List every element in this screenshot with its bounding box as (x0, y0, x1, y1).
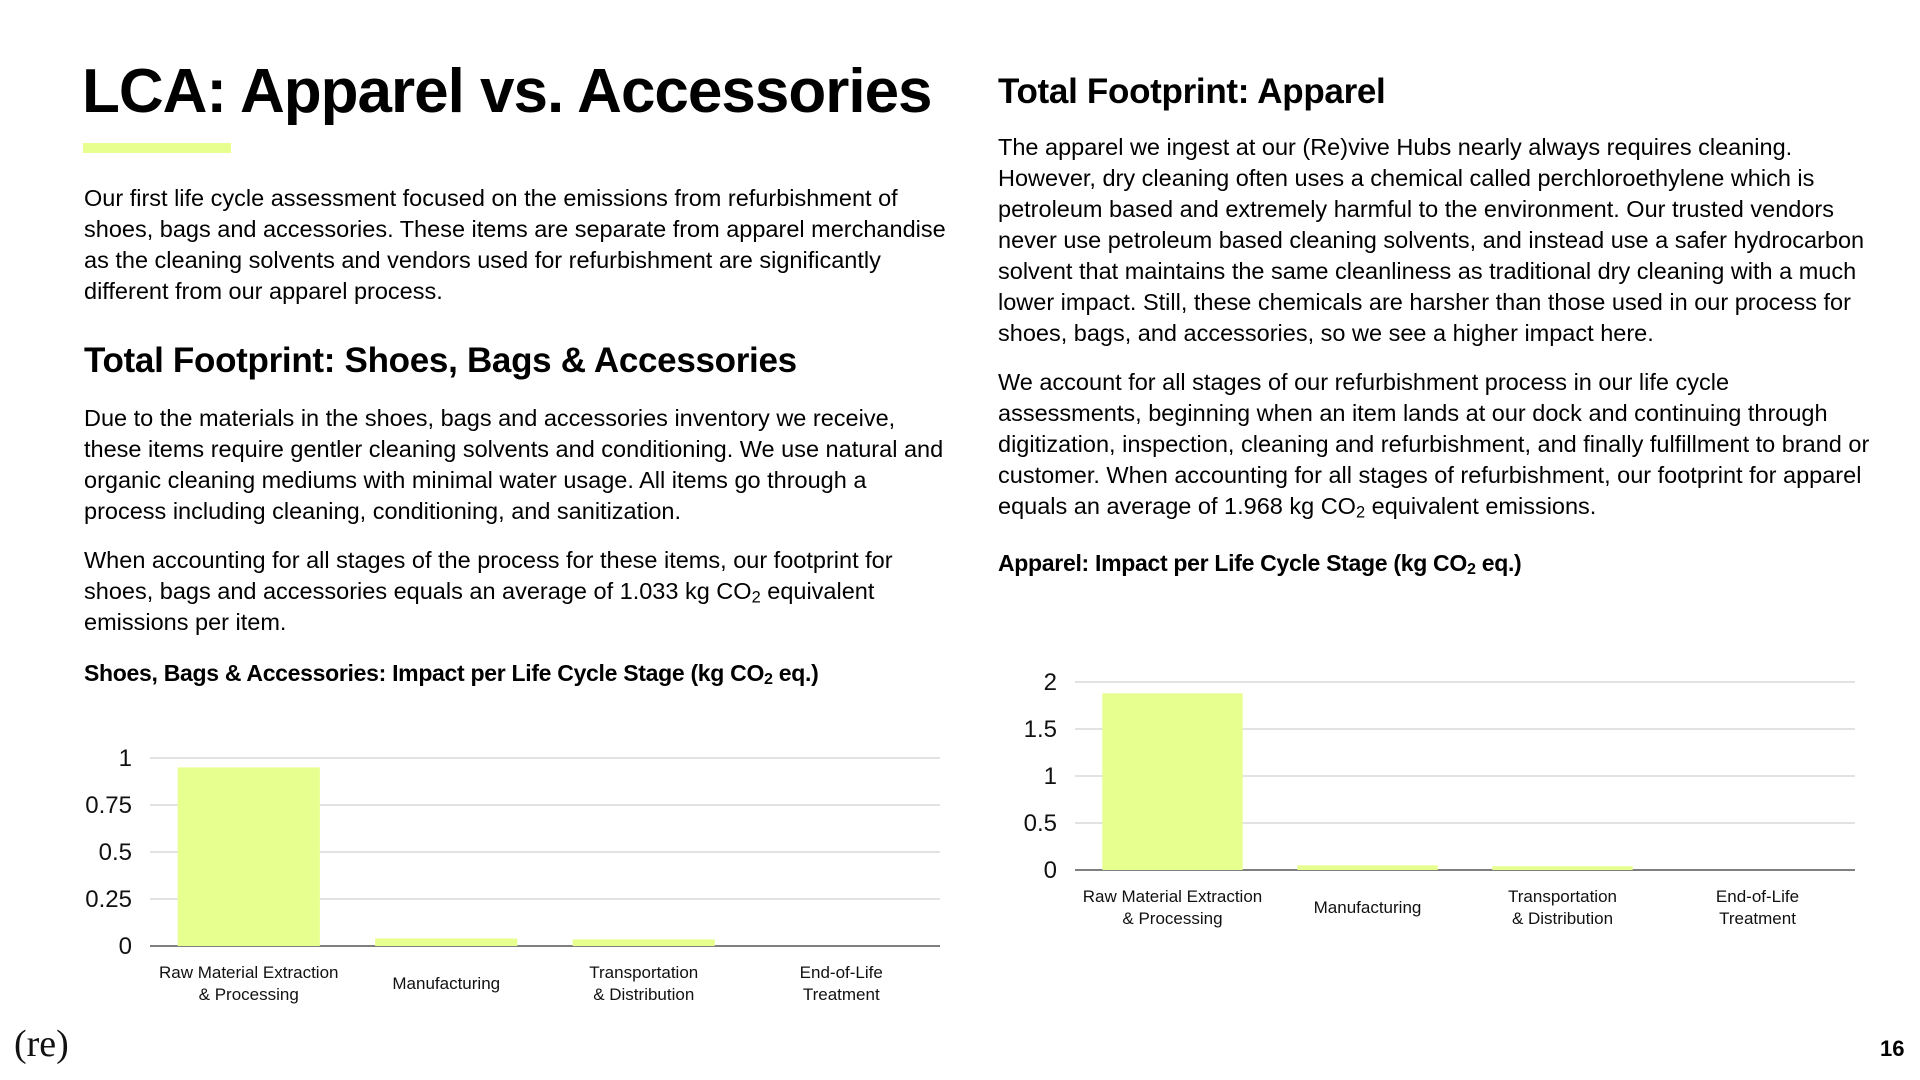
apparel-chart-title-subscript: 2 (1466, 560, 1476, 579)
x-category-label: Transportation (589, 963, 699, 982)
intro-paragraph: Our first life cycle assessment focused on the emissions from refurbishment of shoes, bags and accessories. These items are separate from apparel merchandise as the cleaning solvents and vendors used for refurbishment are significantly different from our apparel process. (84, 185, 946, 304)
apparel-bar-chart (985, 660, 1885, 950)
y-tick-label: 0.75 (85, 792, 132, 819)
x-category-label: End-of-Life (1715, 887, 1800, 906)
shoes-chart-title-end: eq.) (772, 660, 819, 686)
x-category-label: & Distribution (1511, 909, 1614, 928)
apparel-paragraph-2 (998, 367, 1878, 522)
x-category-label: Manufacturing (1313, 898, 1422, 917)
bar (573, 939, 715, 946)
x-category-label: Treatment (802, 985, 880, 1004)
shoes-paragraph-2-text: When accounting for all stages of the process for these items, our footprint for shoes, bags and accessories equals an average of 1.033 kg CO (84, 547, 893, 604)
apparel-heading: Total Footprint: Apparel (998, 72, 1386, 111)
shoes-paragraph-2 (84, 545, 954, 638)
x-category-label: Raw Material Extraction (158, 963, 339, 982)
shoes-paragraph-2-end: equivalent emissions per item. (84, 578, 875, 635)
x-category-label: & Processing (1122, 909, 1223, 928)
bar (1492, 866, 1632, 870)
shoes-chart-title-text: Shoes, Bags & Accessories: Impact per Life Cycle Stage (kg CO (84, 660, 765, 686)
shoes-paragraph-1: Due to the materials in the shoes, bags and accessories inventory we receive, these items require gentler cleaning solvents and conditioning. We use natural and organic cleaning mediums with minimal water usage. All items go through a process including cleaning, conditioning, and sanitization. (84, 405, 944, 524)
page-number: 16 (1880, 1036, 1905, 1061)
shoes-chart-title (84, 660, 954, 687)
right-column (998, 70, 1878, 577)
page-title: LCA: Apparel vs. Accessories (82, 57, 932, 126)
y-tick-label: 0.25 (85, 886, 132, 913)
y-tick-label: 1 (118, 745, 132, 772)
apparel-chart-title (998, 550, 1878, 577)
y-tick-label: 1 (1043, 763, 1057, 790)
shoes-chart-title-subscript: 2 (764, 670, 773, 689)
x-category-label: End-of-Life (799, 963, 883, 982)
co2-subscript: 2 (751, 588, 761, 607)
apparel-paragraph-1: The apparel we ingest at our (Re)vive Hubs nearly always requires cleaning. However, dry cleaning often uses a chemical called perchloroethylene which is petroleum based and extremely harmful to the environment. Our trusted vendors never use petroleum based cleaning solvents, and instead use a safer hydrocarbon solvent that maintains the same cleanliness as traditional dry cleaning with a much lower impact. Still, these chemicals are harsher than those used in our process for shoes, bags, and accessories, so we see a higher impact here. (998, 134, 1865, 346)
bar (1102, 693, 1242, 870)
y-tick-label: 0 (1043, 857, 1057, 884)
x-category-label: Transportation (1508, 887, 1617, 906)
co2-subscript: 2 (1355, 503, 1366, 522)
y-tick-label: 1.5 (1023, 716, 1057, 743)
y-tick-label: 0.5 (98, 839, 132, 866)
x-category-label: & Processing (198, 985, 299, 1004)
shoes-heading: Total Footprint: Shoes, Bags & Accessories (84, 341, 797, 380)
brand-logo: (re) (14, 1023, 69, 1065)
y-tick-label: 0.5 (1023, 810, 1057, 837)
title-accent-bar (83, 143, 231, 153)
x-category-label: Raw Material Extraction (1082, 887, 1263, 906)
bar (178, 767, 320, 946)
y-tick-label: 2 (1043, 669, 1057, 696)
apparel-chart-title-end: eq.) (1475, 550, 1522, 576)
x-category-label: Manufacturing (392, 974, 501, 993)
apparel-paragraph-2-text: We account for all stages of our refurbishment process in our life cycle assessments, beginning when an item lands at our dock and continuing through digitization, inspection, cleaning and refurbishment, and finally fulfillment to brand or customer. When accounting for all stages of refurbishment, our footprint for apparel equals an average of 1.968 kg CO (998, 369, 1870, 519)
y-tick-label: 0 (118, 933, 132, 960)
bar (1297, 865, 1437, 870)
bar (375, 938, 517, 946)
x-category-label: & Distribution (593, 985, 695, 1004)
apparel-chart-title-text: Apparel: Impact per Life Cycle Stage (kg CO (998, 550, 1467, 576)
shoes-bar-chart (60, 730, 960, 1020)
x-category-label: Treatment (1719, 909, 1796, 928)
apparel-paragraph-2-end: equivalent emissions. (1365, 493, 1597, 519)
left-column (84, 183, 954, 687)
